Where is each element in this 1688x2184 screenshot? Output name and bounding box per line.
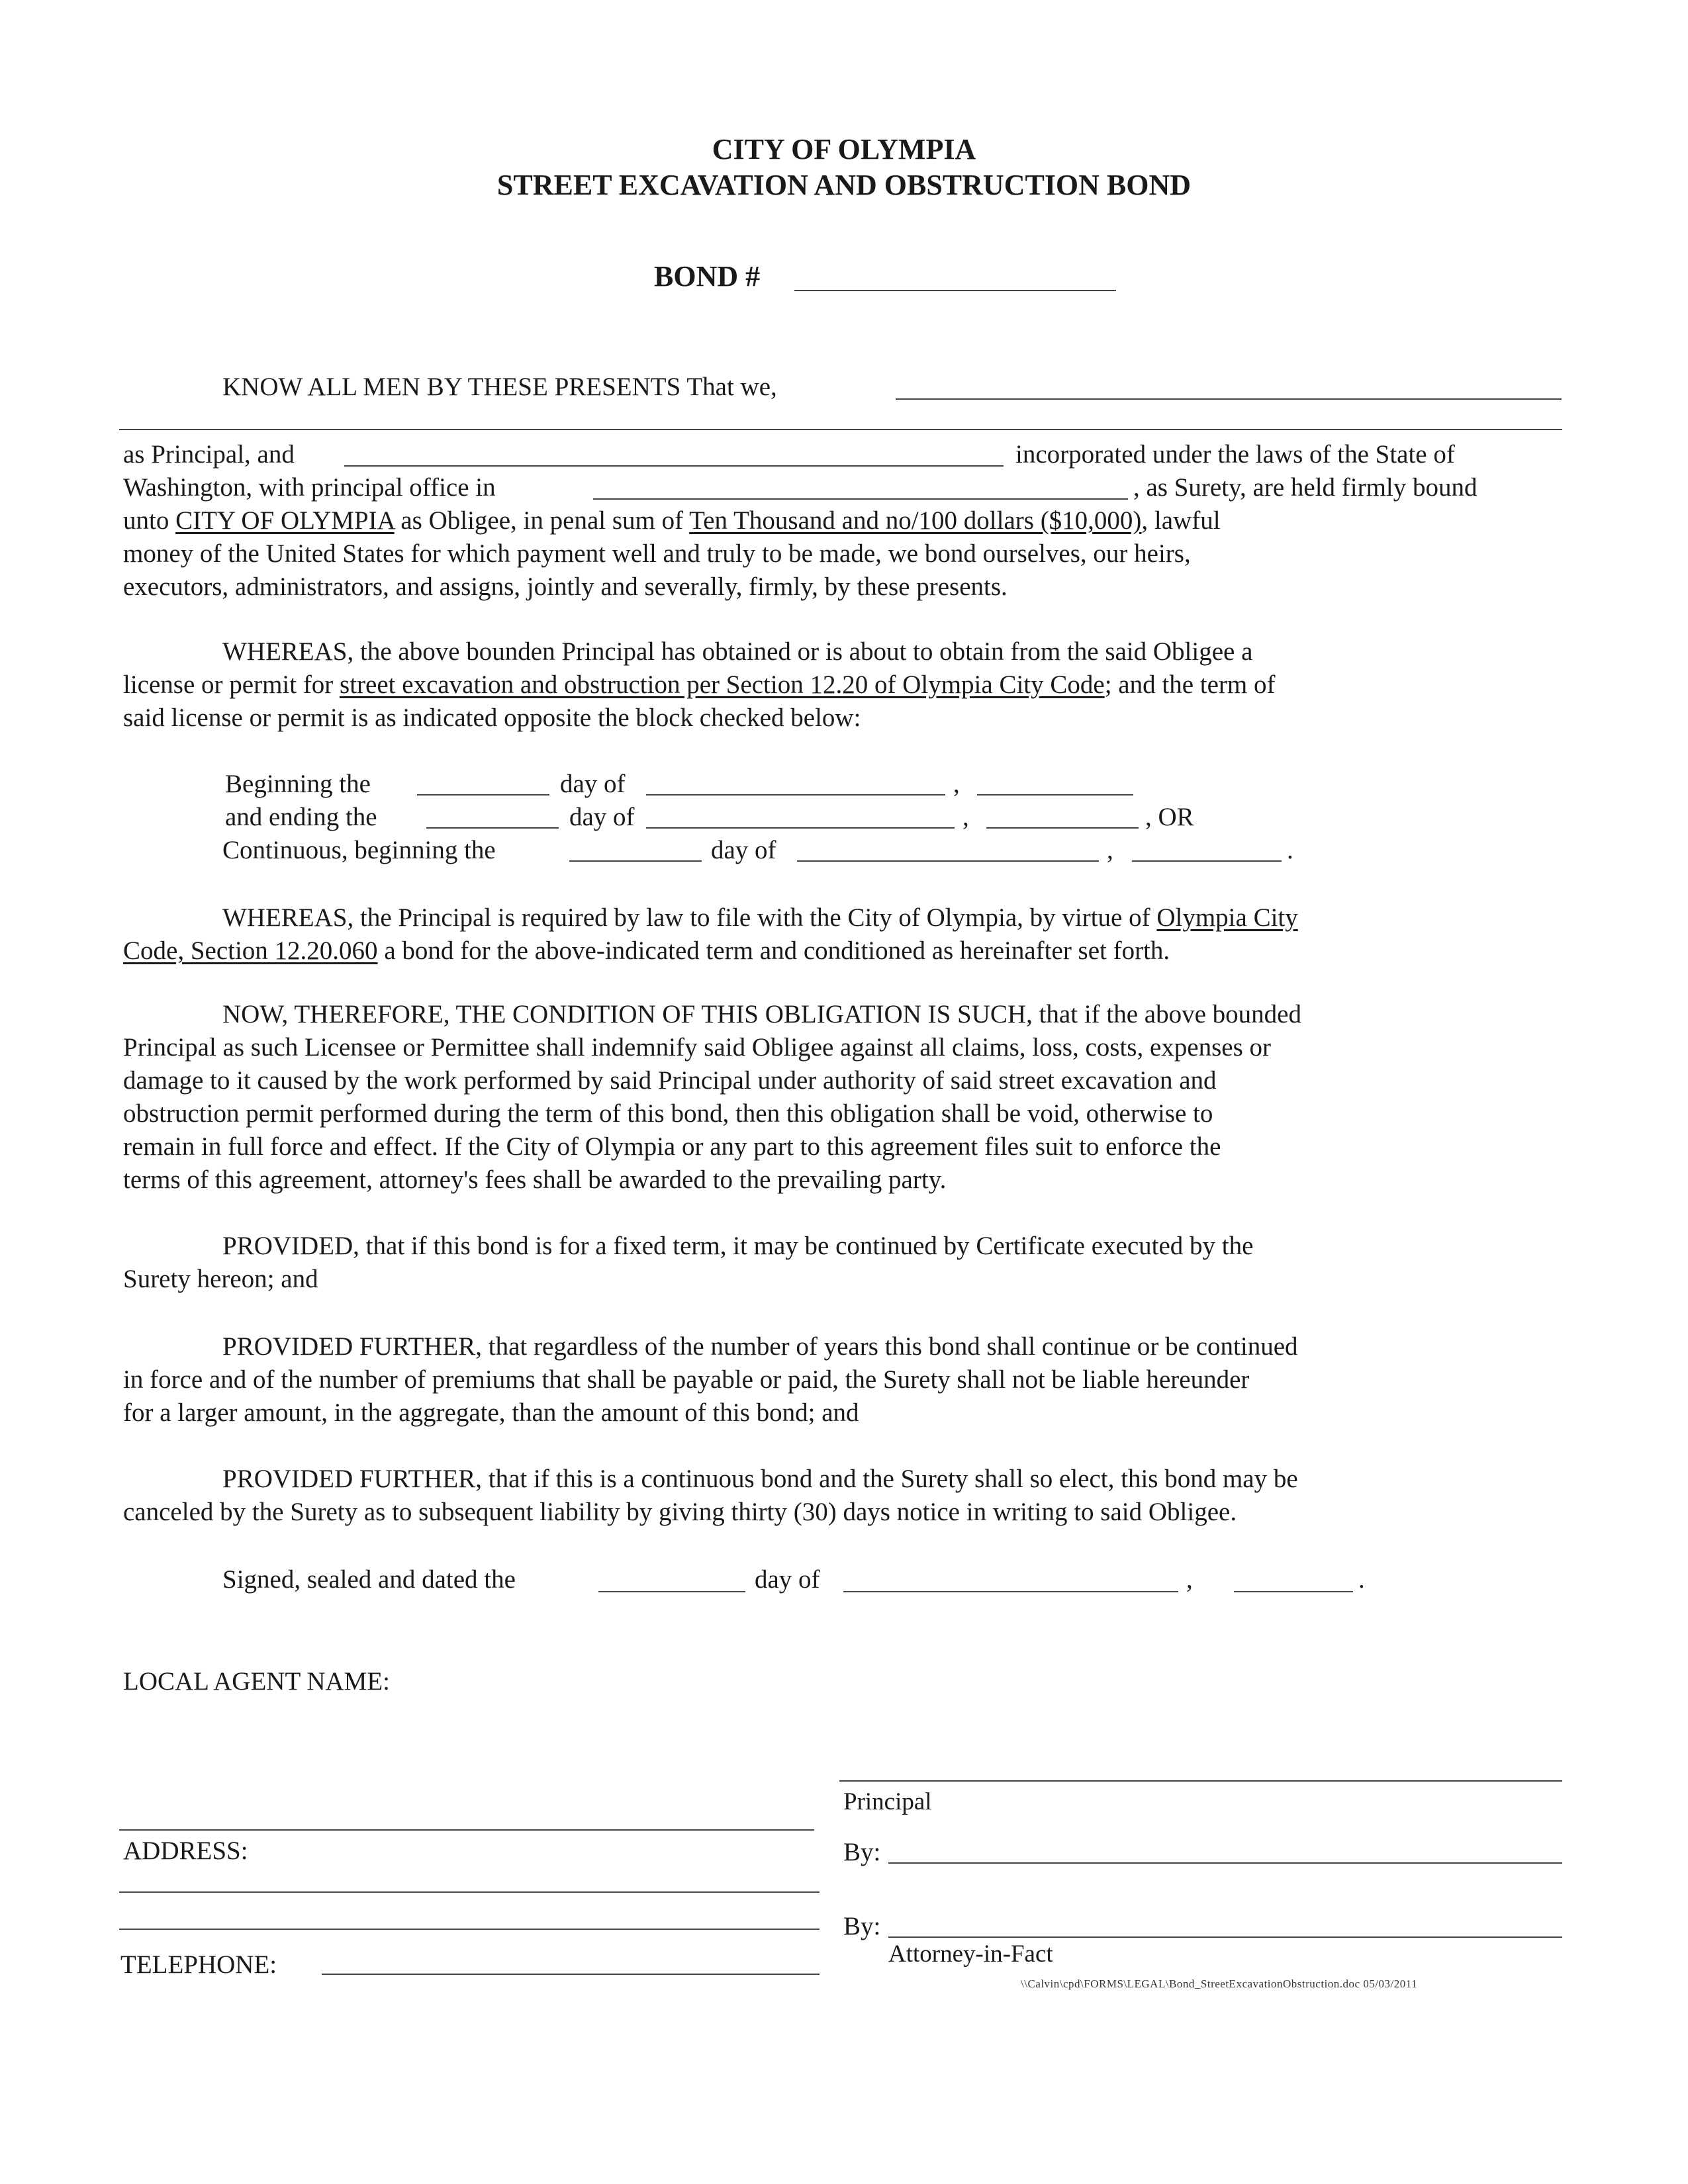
condition-line-3: damage to it caused by the work performed by said Principal under authority of said street excavation and bbox=[123, 1066, 1217, 1095]
provided-1-line-1: PROVIDED, that if this bond is for a fixed term, it may be continued by Certificate executed by the bbox=[222, 1232, 1254, 1260]
address-label: ADDRESS: bbox=[123, 1837, 248, 1865]
telephone-label: TELEPHONE: bbox=[120, 1950, 277, 1979]
provided-2-line-1: PROVIDED FURTHER, that regardless of the number of years this bond shall continue or be continued bbox=[222, 1332, 1298, 1361]
provided-2-line-2: in force and of the number of premiums that shall be payable or paid, the Surety shall not be liable hereunder bbox=[123, 1365, 1250, 1394]
provided-3-line-2: canceled by the Surety as to subsequent liability by giving thirty (30) days notice in writing to said Obligee. bbox=[123, 1498, 1237, 1526]
obligee-line bbox=[123, 504, 1221, 537]
beginning-day-of-text: day of bbox=[560, 770, 626, 798]
lawful-text: , lawful bbox=[1141, 506, 1221, 535]
signed-day-field[interactable] bbox=[598, 1591, 745, 1592]
know-all-men-text: KNOW ALL MEN BY THESE PRESENTS That we, bbox=[222, 373, 777, 401]
term-of-text: ; and the term of bbox=[1104, 670, 1276, 699]
provided-3-line-1: PROVIDED FURTHER, that if this is a continuous bond and the Surety shall so elect, this bond may be bbox=[222, 1465, 1298, 1493]
continuous-period: . bbox=[1287, 836, 1293, 864]
as-principal-text: as Principal, and bbox=[123, 440, 295, 469]
condition-line-4: obstruction permit performed during the term of this bond, then this obligation shall be void, otherwise to bbox=[123, 1099, 1213, 1128]
penal-sum-text: as Obligee, in penal sum of bbox=[394, 506, 690, 535]
address-field-line-1[interactable] bbox=[119, 1891, 820, 1893]
signed-month-field[interactable] bbox=[843, 1591, 1178, 1592]
principal-name-field[interactable] bbox=[896, 398, 1562, 400]
permit-purpose: street excavation and obstruction per Section 12.20 of Olympia City Code bbox=[340, 670, 1105, 699]
signed-period: . bbox=[1358, 1565, 1365, 1594]
beginning-month-field[interactable] bbox=[646, 794, 945, 796]
bond-number-field[interactable] bbox=[794, 290, 1116, 291]
principal-signature-field[interactable] bbox=[839, 1780, 1562, 1782]
principal-by-signature-field[interactable] bbox=[888, 1862, 1562, 1864]
washington-text: Washington, with principal office in bbox=[123, 473, 496, 502]
beginning-day-field[interactable] bbox=[417, 794, 549, 796]
by-label-2: By: bbox=[843, 1912, 881, 1940]
whereas-1-line-3: said license or permit is as indicated opposite the block checked below: bbox=[123, 704, 861, 732]
by-label-1: By: bbox=[843, 1838, 881, 1866]
telephone-field[interactable] bbox=[322, 1974, 820, 1975]
provided-1-line-2: Surety hereon; and bbox=[123, 1265, 318, 1293]
surety-name-field[interactable] bbox=[344, 465, 1004, 467]
provided-2-line-3: for a larger amount, in the aggregate, than the amount of this bond; and bbox=[123, 1398, 859, 1427]
city-code-ref-part2: Code, Section 12.20.060 bbox=[123, 936, 378, 965]
whereas-2-line-1 bbox=[222, 901, 1298, 934]
form-title-city: CITY OF OLYMPIA bbox=[712, 133, 976, 165]
signed-year-field[interactable] bbox=[1234, 1591, 1353, 1592]
local-agent-name-label: LOCAL AGENT NAME: bbox=[123, 1667, 390, 1696]
signed-label: Signed, sealed and dated the bbox=[222, 1565, 516, 1594]
ending-day-of-text: day of bbox=[569, 803, 635, 831]
continuous-comma: , bbox=[1107, 836, 1113, 864]
form-title-bond-type: STREET EXCAVATION AND OBSTRUCTION BOND bbox=[496, 169, 1192, 201]
license-text: license or permit for bbox=[123, 670, 340, 699]
incorporated-text: incorporated under the laws of the State of bbox=[1015, 440, 1455, 469]
whereas-1-line-1: WHEREAS, the above bounden Principal has obtained or is about to obtain from the said Obligee a bbox=[222, 637, 1253, 666]
intro-line-4: money of the United States for which payment well and truly to be made, we bond ourselves, our heirs, bbox=[123, 539, 1191, 568]
local-agent-name-field[interactable] bbox=[119, 1829, 814, 1831]
condition-line-6: terms of this agreement, attorney's fees shall be awarded to the prevailing party. bbox=[123, 1165, 947, 1194]
signed-day-of-text: day of bbox=[755, 1565, 820, 1594]
whereas-2-line-2 bbox=[123, 934, 1170, 968]
condition-line-2: Principal as such Licensee or Permittee shall indemnify said Obligee against all claims, loss, costs, expenses or bbox=[123, 1033, 1271, 1062]
as-surety-text: , as Surety, are held firmly bound bbox=[1133, 473, 1477, 502]
continuous-day-field[interactable] bbox=[569, 860, 702, 862]
or-text: , OR bbox=[1145, 803, 1194, 831]
penal-sum-amount: Ten Thousand and no/100 dollars ($10,000) bbox=[689, 506, 1142, 535]
document-file-path: \\Calvin\cpd\FORMS\LEGAL\Bond_StreetExcavationObstruction.doc 05/03/2011 bbox=[1021, 1978, 1418, 1990]
ending-label: and ending the bbox=[225, 803, 377, 831]
attorney-in-fact-label: Attorney-in-Fact bbox=[888, 1940, 1053, 1968]
ending-month-field[interactable] bbox=[646, 827, 955, 829]
ending-comma: , bbox=[962, 803, 969, 831]
unto-text: unto bbox=[123, 506, 176, 535]
bond-number-label: BOND # bbox=[654, 260, 761, 293]
whereas-2-text: WHEREAS, the Principal is required by law to file with the City of Olympia, by virtue of bbox=[222, 903, 1157, 932]
obligee-name: CITY OF OLYMPIA bbox=[175, 506, 395, 535]
ending-year-field[interactable] bbox=[986, 827, 1139, 829]
address-field-line-2[interactable] bbox=[119, 1929, 820, 1930]
ending-day-field[interactable] bbox=[426, 827, 559, 829]
city-code-ref-part1: Olympia City bbox=[1156, 903, 1298, 932]
intro-line-5: executors, administrators, and assigns, jointly and severally, firmly, by these presents. bbox=[123, 572, 1008, 601]
condition-line-5: remain in full force and effect. If the City of Olympia or any part to this agreement files suit to enforce the bbox=[123, 1132, 1221, 1161]
continuous-year-field[interactable] bbox=[1132, 860, 1282, 862]
continuous-month-field[interactable] bbox=[797, 860, 1099, 862]
bond-term-text: a bond for the above-indicated term and conditioned as hereinafter set forth. bbox=[377, 936, 1170, 965]
principal-office-field[interactable] bbox=[593, 498, 1128, 500]
signed-comma: , bbox=[1186, 1565, 1193, 1594]
principal-name-field-continued[interactable] bbox=[119, 429, 1562, 430]
beginning-label: Beginning the bbox=[225, 770, 371, 798]
beginning-year-field[interactable] bbox=[977, 794, 1133, 796]
whereas-1-line-2 bbox=[123, 668, 1275, 702]
condition-line-1: NOW, THEREFORE, THE CONDITION OF THIS OBLIGATION IS SUCH, that if the above bounded bbox=[222, 1000, 1301, 1028]
beginning-comma: , bbox=[953, 770, 960, 798]
continuous-day-of-text: day of bbox=[711, 836, 776, 864]
continuous-label: Continuous, beginning the bbox=[222, 836, 496, 864]
principal-label: Principal bbox=[843, 1788, 932, 1815]
